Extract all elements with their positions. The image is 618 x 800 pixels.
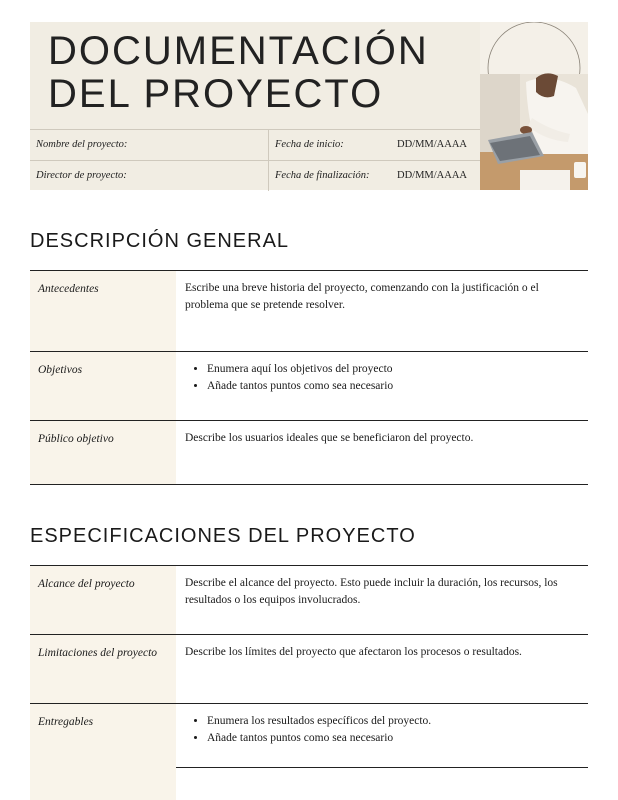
row-antecedentes [30,271,588,352]
row-bullets [176,352,588,395]
row-objetivos [30,352,588,421]
title-line-2: DEL PROYECTO [48,72,384,116]
project-name-label: Nombre del proyecto: [36,139,128,150]
section-title-general: DESCRIPCIÓN GENERAL [30,230,290,252]
row-text: Describe el alcance del proyecto. Esto puede incluir la duración, los recursos, los resultados o los equipos involucrados. [185,577,558,606]
meta-row-name [30,129,480,160]
row-label: Antecedentes [30,271,176,351]
bullet-item: • Enumera los resultados específicos del proyecto. [207,713,580,730]
row-label: Público objetivo [30,421,176,484]
next-row-label-cell [30,767,176,800]
row-label: Alcance del proyecto [30,566,176,634]
row-bullets [176,704,588,747]
header-photo [480,22,588,190]
meta-divider [268,130,269,160]
director-label: Director de proyecto: [36,170,127,181]
bullet-item: • Añade tantos puntos como sea necesario [207,378,580,395]
row-text: Escribe una breve historia del proyecto, comenzando con la justificación o el problema que se pretende resolver. [185,282,539,311]
row-text: Describe los límites del proyecto que afectaron los procesos o resultados. [185,646,522,658]
end-date-label: Fecha de finalización: [275,170,370,181]
row-entregables [30,704,588,768]
document-header [30,22,588,190]
row-label: Objetivos [30,352,176,420]
section-title-specs: ESPECIFICACIONES DEL PROYECTO [30,525,416,547]
row-publico [30,421,588,485]
row-label: Entregables [30,704,176,767]
bullet-item: • Añade tantos puntos como sea necesario [207,730,580,747]
project-meta [30,129,480,191]
general-table [30,270,588,485]
start-date-value: DD/MM/AAAA [397,139,468,150]
row-limitaciones [30,635,588,704]
meta-row-director [30,160,480,191]
bullet-item: • Enumera aquí los objetivos del proyecto [207,361,580,378]
row-label: Limitaciones del proyecto [30,635,176,703]
specs-table [30,565,588,768]
title-line-1: DOCUMENTACIÓN [48,29,429,73]
meta-divider [268,161,269,191]
row-alcance [30,566,588,635]
row-text: Describe los usuarios ideales que se beneficiaron del proyecto. [185,432,474,444]
document-title [48,30,478,116]
end-date-value: DD/MM/AAAA [397,170,468,181]
start-date-label: Fecha de inicio: [275,139,344,150]
